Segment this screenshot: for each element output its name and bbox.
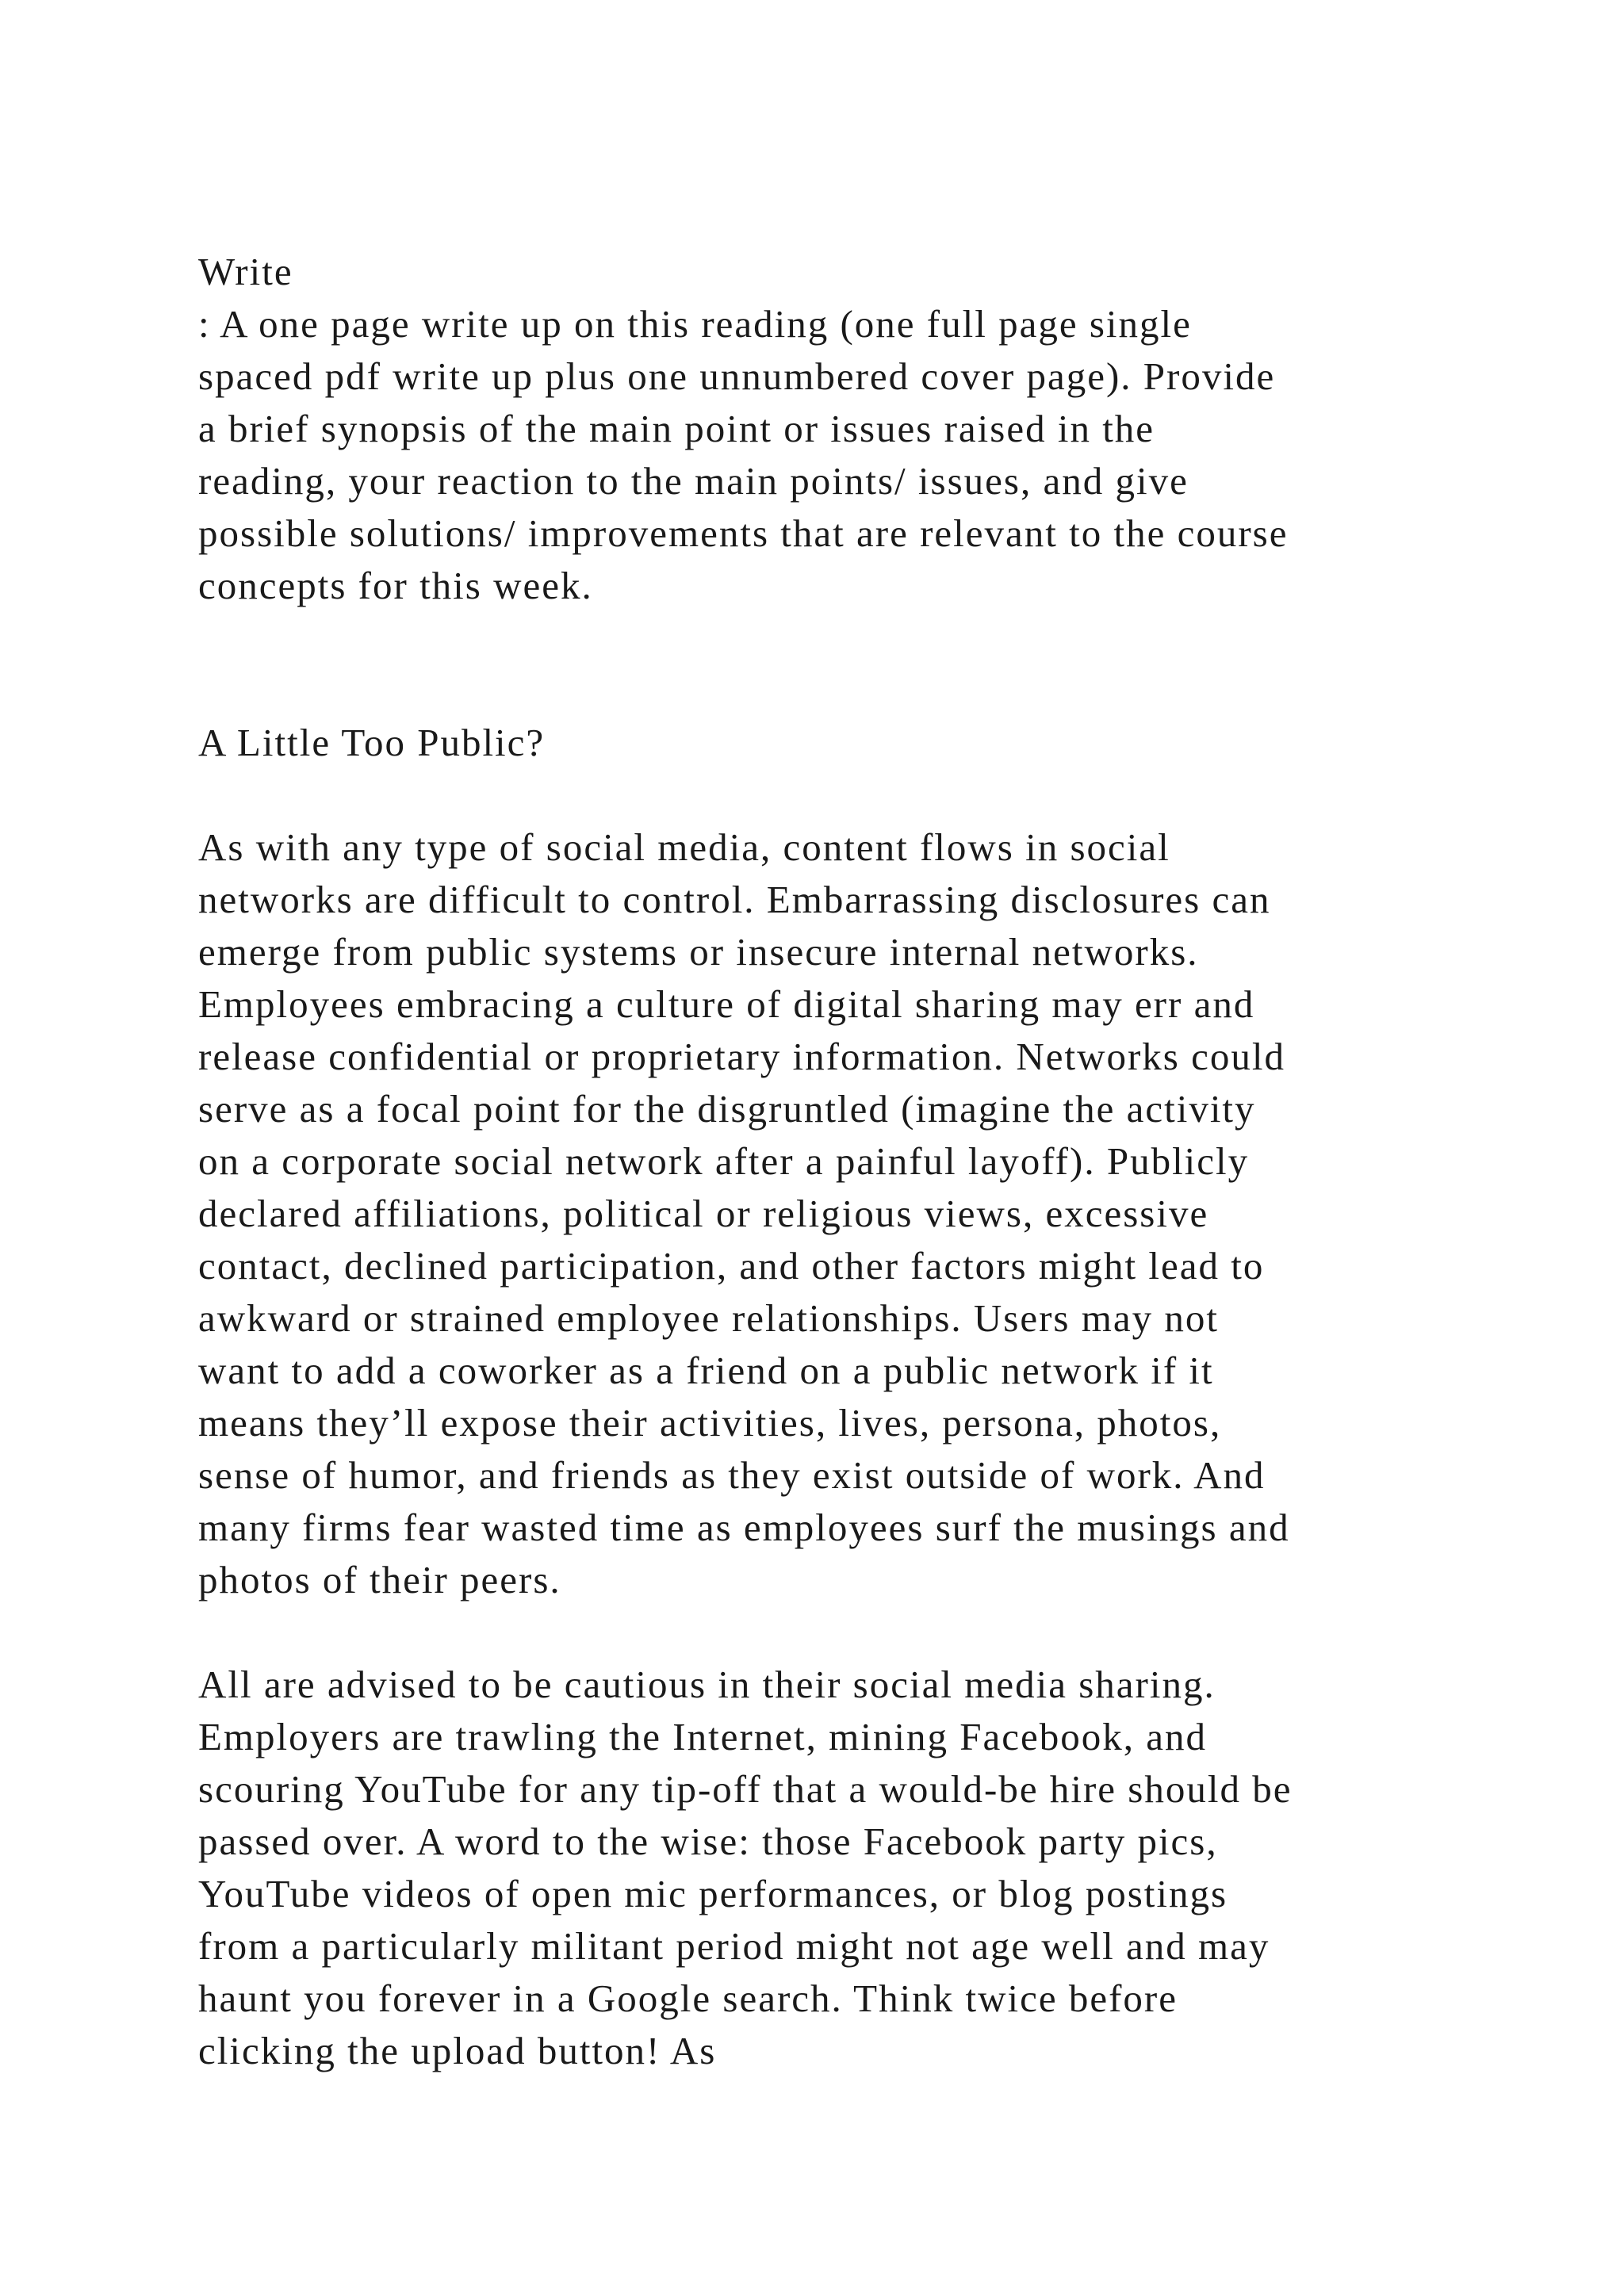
paragraph-line: many firms fear wasted time as employees surf the musings and: [198, 1506, 1290, 1549]
paragraph-line: declared affiliations, political or religious views, excessive: [198, 1192, 1209, 1235]
paragraph-line: As with any type of social media, content flows in social: [198, 825, 1170, 869]
paragraph-line: All are advised to be cautious in their social media sharing.: [198, 1663, 1216, 1706]
instructions-line: possible solutions/ improvements that are relevant to the course: [198, 511, 1289, 555]
spacer: [198, 612, 1546, 664]
paragraph-line: YouTube videos of open mic performances, or blog postings: [198, 1872, 1228, 1915]
spacer: [198, 1606, 1546, 1659]
spacer: [198, 769, 1546, 821]
instructions-line: Write: [198, 250, 293, 293]
paragraph-line: photos of their peers.: [198, 1558, 561, 1601]
instructions-line: spaced pdf write up plus one unnumbered cover page). Provide: [198, 354, 1276, 398]
spacer: [198, 664, 1546, 717]
paragraph-line: serve as a focal point for the disgruntled (imagine the activity: [198, 1087, 1256, 1131]
paragraph-1: [198, 821, 1546, 1606]
paragraph-2: [198, 1659, 1546, 2077]
instructions-block: [198, 246, 1546, 612]
paragraph-line: networks are difficult to control. Embarrassing disclosures can: [198, 878, 1271, 921]
instructions-line: : A one page write up on this reading (one full page single: [198, 302, 1192, 346]
paragraph-line: scouring YouTube for any tip-off that a would-be hire should be: [198, 1767, 1293, 1811]
paragraph-line: passed over. A word to the wise: those Facebook party pics,: [198, 1820, 1218, 1863]
paragraph-line: sense of humor, and friends as they exist outside of work. And: [198, 1453, 1266, 1497]
instructions-line: a brief synopsis of the main point or issues raised in the: [198, 407, 1155, 450]
paragraph-line: release confidential or proprietary information. Networks could: [198, 1035, 1285, 1078]
paragraph-line: want to add a coworker as a friend on a public network if it: [198, 1349, 1214, 1392]
paragraph-line: emerge from public systems or insecure internal networks.: [198, 930, 1199, 974]
instructions-line: concepts for this week.: [198, 564, 593, 607]
paragraph-line: haunt you forever in a Google search. Think twice before: [198, 1976, 1178, 2020]
instructions-line: reading, your reaction to the main points/ issues, and give: [198, 459, 1189, 503]
paragraph-line: on a corporate social network after a painful layoff). Publicly: [198, 1139, 1250, 1183]
paragraph-line: contact, declined participation, and other factors might lead to: [198, 1244, 1265, 1288]
paragraph-line: awkward or strained employee relationships. Users may not: [198, 1296, 1219, 1340]
paragraph-line: means they’ll expose their activities, lives, persona, photos,: [198, 1401, 1222, 1445]
paragraph-line: clicking the upload button! As: [198, 2029, 717, 2072]
paragraph-line: Employees embracing a culture of digital sharing may err and: [198, 982, 1255, 1026]
paragraph-line: Employers are trawling the Internet, mining Facebook, and: [198, 1715, 1207, 1758]
document-body: [198, 246, 1546, 2077]
reading-title: A Little Too Public?: [198, 721, 546, 764]
paragraph-line: from a particularly militant period might not age well and may: [198, 1924, 1270, 1968]
